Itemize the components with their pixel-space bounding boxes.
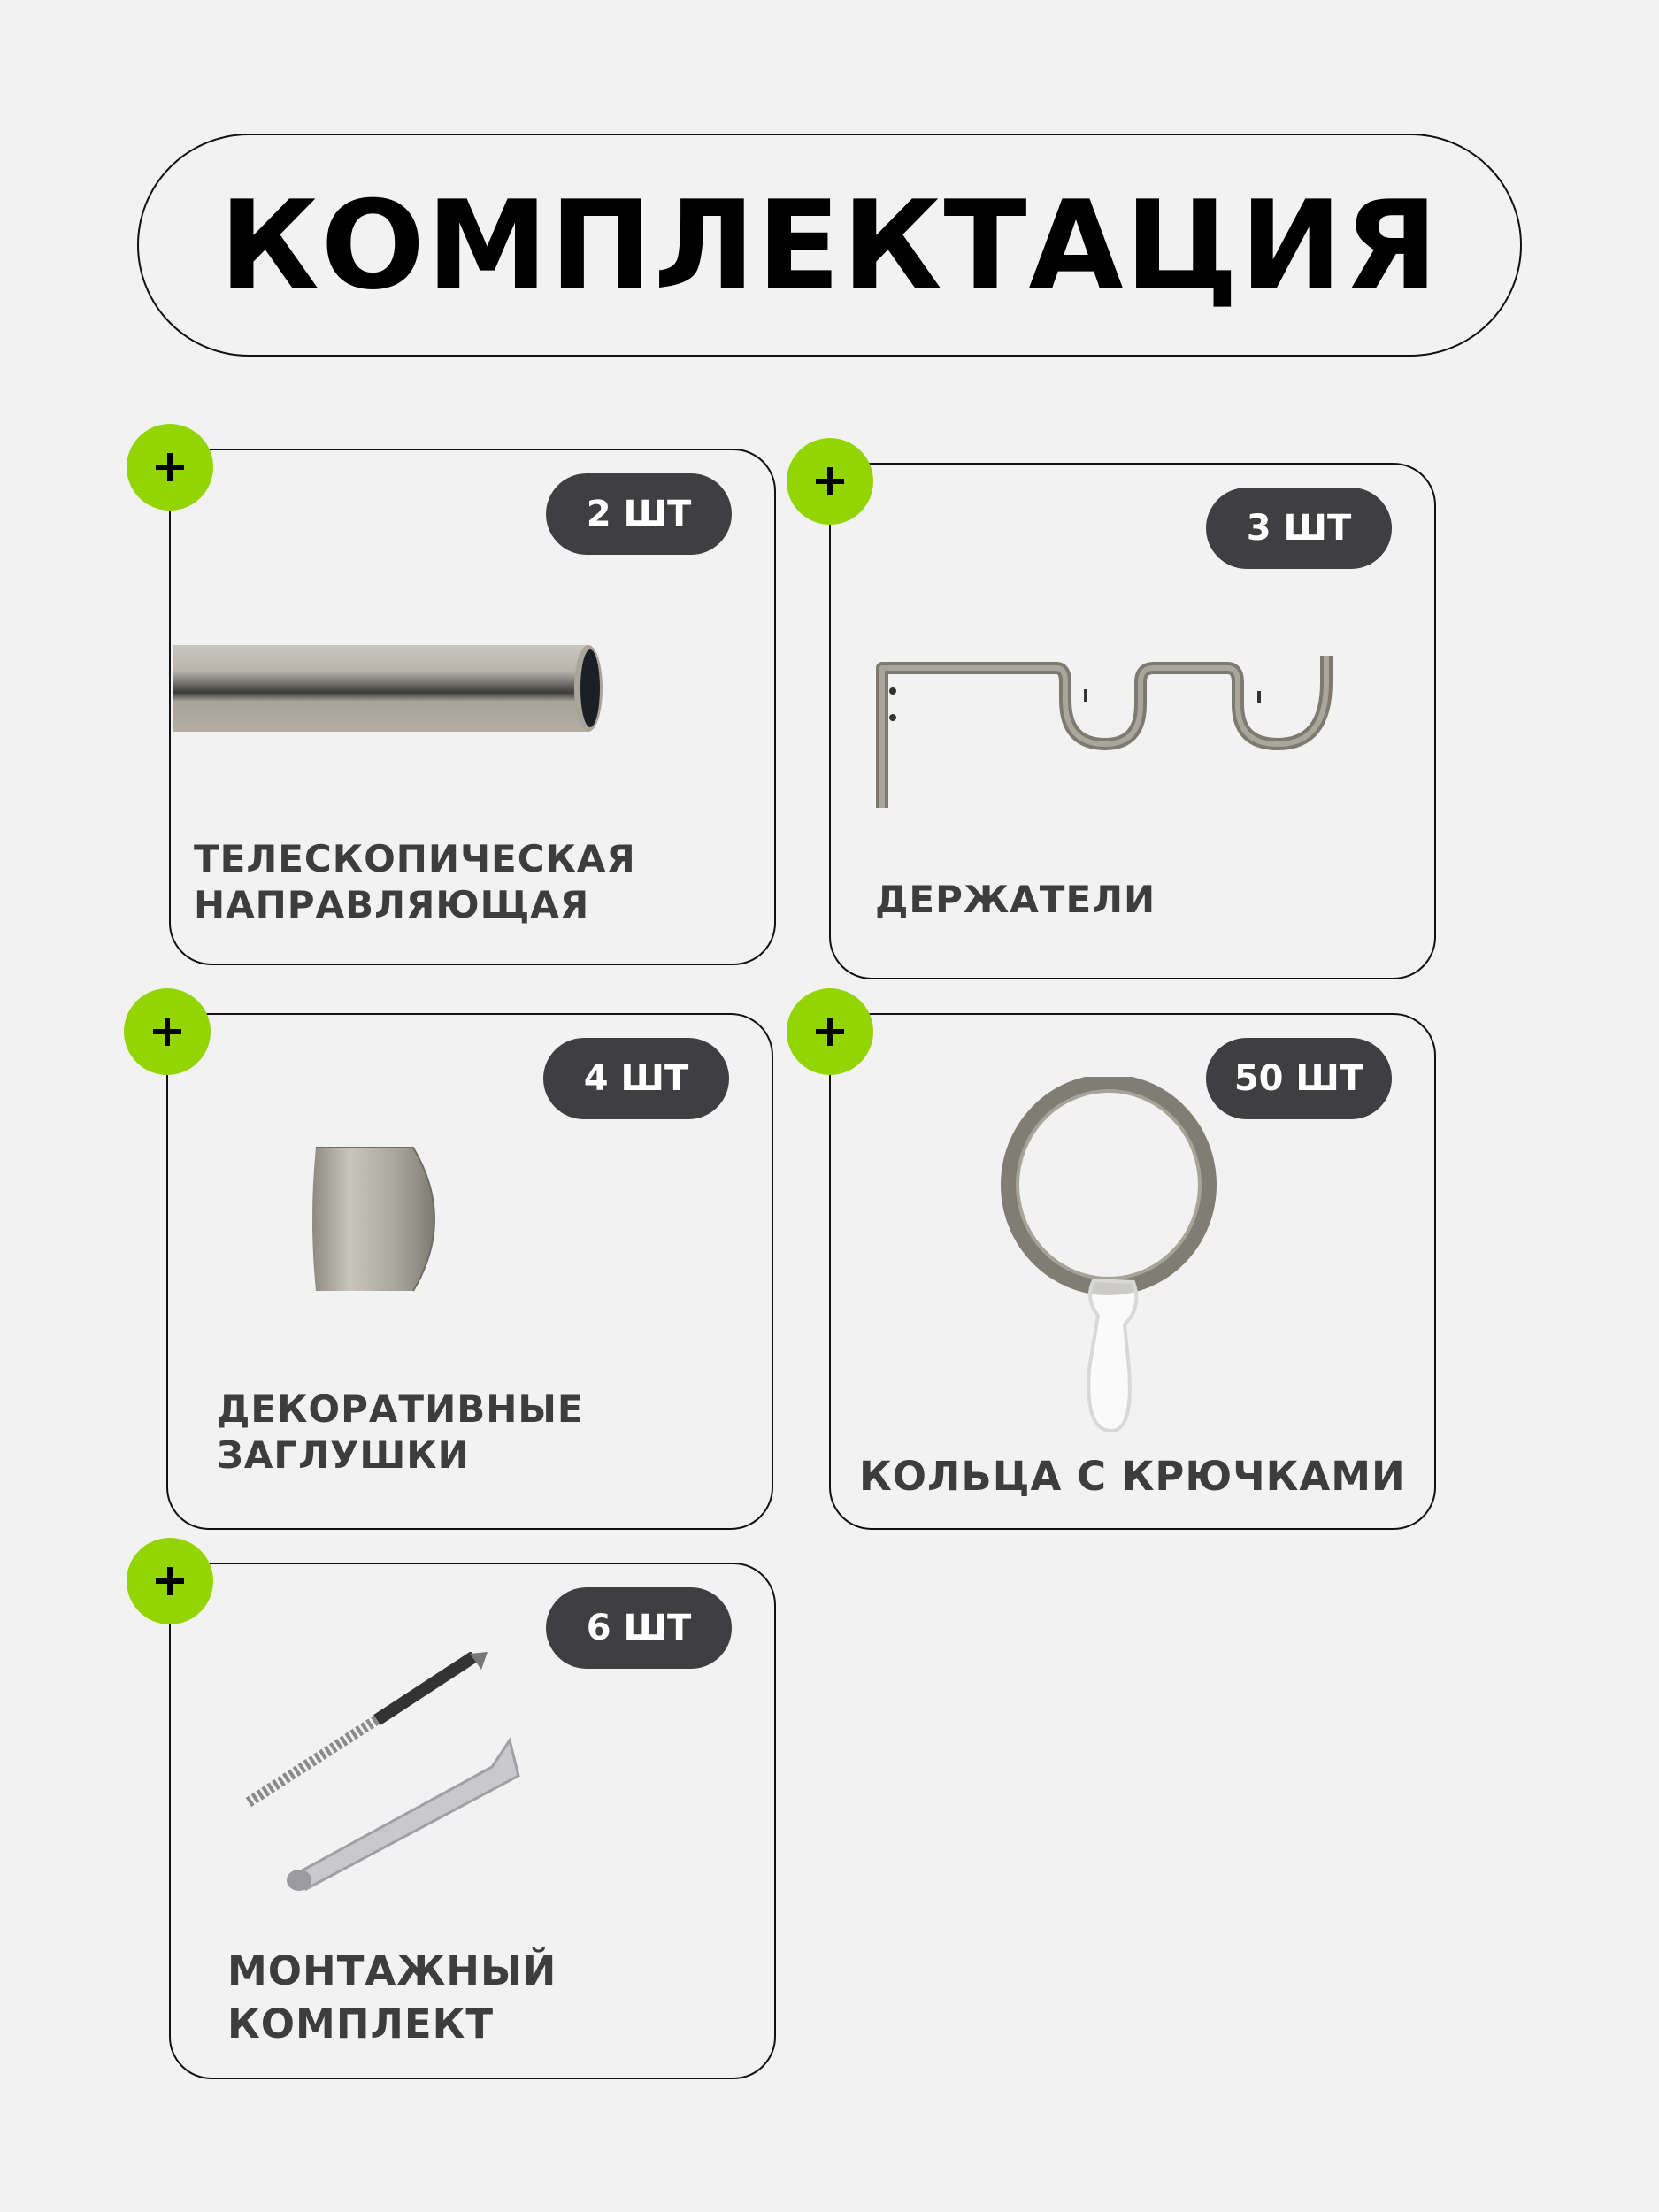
screw-dowel-icon (244, 1652, 536, 1891)
label-line: ЗАГЛУШКИ (217, 1433, 470, 1477)
label-line: ТЕЛЕСКОПИЧЕСКАЯ (194, 837, 636, 880)
label-line: ДЕРЖАТЕЛИ (875, 878, 1156, 921)
plus-icon (787, 438, 873, 525)
item-card-brackets (829, 463, 1436, 979)
item-card-rings (829, 1013, 1436, 1530)
label-line: МОНТАЖНЫЙ (227, 1947, 557, 1994)
rod-tube-icon (173, 643, 606, 733)
item-card-end-caps (166, 1013, 773, 1530)
label-line: ДЕКОРАТИВНЫЕ (217, 1387, 584, 1431)
item-card-rod (169, 449, 776, 965)
quantity-badge: 3 ШТ (1206, 488, 1392, 569)
plus-icon (787, 988, 873, 1075)
title-pill (137, 134, 1522, 357)
label-line: КОЛЬЦА С КРЮЧКАМИ (859, 1453, 1406, 1500)
ring-with-hook-icon (1001, 1077, 1222, 1444)
item-card-mounting-kit (169, 1563, 776, 2079)
item-label (875, 877, 1156, 923)
item-label (227, 1945, 557, 2051)
item-label (217, 1386, 584, 1479)
quantity-badge: 4 ШТ (543, 1038, 729, 1119)
plus-icon (124, 988, 211, 1075)
end-cap-icon (307, 1141, 459, 1298)
item-label (859, 1454, 1406, 1500)
page-title: КОМПЛЕКТАЦИЯ (219, 173, 1440, 317)
plus-icon (127, 1538, 213, 1624)
quantity-badge: 2 ШТ (546, 473, 732, 555)
label-line: НАПРАВЛЯЮЩАЯ (194, 883, 590, 926)
plus-icon (127, 424, 213, 511)
item-label (194, 836, 636, 928)
label-line: КОМПЛЕКТ (227, 2001, 495, 2047)
quantity-badge: 6 ШТ (546, 1587, 732, 1669)
quantity-badge: 50 ШТ (1206, 1038, 1392, 1119)
double-bracket-icon (875, 656, 1344, 811)
